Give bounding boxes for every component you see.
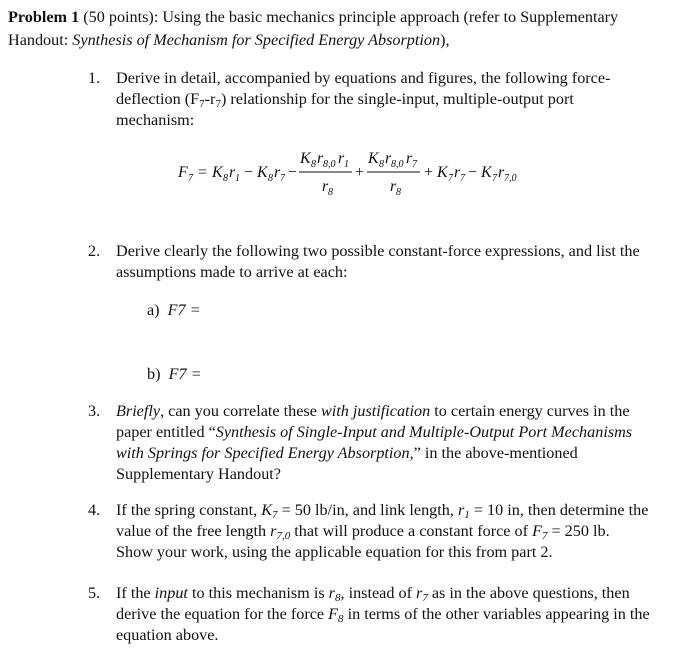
q4-line-3: Show your work, using the applicable equation for this from part 2. xyxy=(116,543,553,561)
svg-text:7,0: 7,0 xyxy=(504,173,517,184)
question-number: 1. xyxy=(88,69,101,87)
svg-text:8: 8 xyxy=(379,159,384,170)
svg-text:r: r xyxy=(317,150,324,167)
q3-line-3 xyxy=(116,443,693,464)
part-expression: F7 = xyxy=(168,365,202,383)
q2-line-2: assumptions made to arrive at each: xyxy=(116,263,348,281)
question-1 xyxy=(88,68,693,131)
svg-text:K: K xyxy=(368,150,379,167)
svg-text:8: 8 xyxy=(223,173,228,184)
svg-text:r: r xyxy=(338,150,345,167)
svg-text:7: 7 xyxy=(492,173,497,184)
svg-text:K: K xyxy=(212,164,223,181)
svg-text:K: K xyxy=(257,164,268,181)
svg-text:r: r xyxy=(406,150,413,167)
problem-label: Problem 1 xyxy=(8,8,80,26)
question-number: 5. xyxy=(88,584,101,602)
q5-line-3: equation above. xyxy=(116,626,219,644)
q5-text: If the xyxy=(116,584,155,602)
problem-points: (50 points): Using the basic mechanics principle approach (refer to Supplementary xyxy=(83,8,619,26)
question-number: 2. xyxy=(88,242,101,260)
part-label: b) xyxy=(147,365,161,383)
justification-text: with justification xyxy=(320,402,431,420)
q3-line-2 xyxy=(116,422,693,443)
q1-line-2: deflection $(F_7-r_7)$ relationship for the single-input, multiple-output port xyxy=(116,90,574,110)
svg-text:+: + xyxy=(355,164,365,181)
svg-text:+: + xyxy=(424,164,434,181)
paper-title: with Springs for Specified Energy Absorption xyxy=(116,444,410,462)
q3-line-1 xyxy=(116,401,693,422)
briefly-text: Briefly xyxy=(116,402,161,420)
svg-text:−: − xyxy=(468,164,478,181)
svg-text:7: 7 xyxy=(188,173,193,184)
svg-text:7: 7 xyxy=(460,173,465,184)
svg-text:K: K xyxy=(437,164,448,181)
q2-line-1: Derive clearly the following two possible constant-force expressions, and list the xyxy=(116,242,640,260)
svg-text:r: r xyxy=(454,164,461,181)
svg-text:8: 8 xyxy=(396,187,401,198)
force-deflection-equation xyxy=(178,151,598,211)
header-line2-suffix: ), xyxy=(440,31,450,49)
svg-text:r: r xyxy=(498,164,505,181)
q3-text: , can you correlate these xyxy=(160,402,321,420)
q3-text: ,” in the above-mentioned xyxy=(409,444,578,462)
svg-text:7: 7 xyxy=(280,173,285,184)
svg-text:K: K xyxy=(300,150,311,167)
svg-text:=: = xyxy=(198,164,208,181)
q1-line-3: mechanism: xyxy=(116,111,195,129)
svg-text:r: r xyxy=(390,178,397,195)
q3-text: to certain energy curves in the xyxy=(430,402,630,420)
svg-text:F: F xyxy=(178,164,188,181)
problem-header xyxy=(8,6,688,52)
svg-text:1: 1 xyxy=(344,159,349,170)
q3-text: paper entitled “ xyxy=(116,423,216,441)
handout-title: Synthesis of Mechanism for Specified Energy Absorption xyxy=(72,31,441,49)
svg-text:−: − xyxy=(244,164,254,181)
question-3 xyxy=(88,401,693,485)
question-number: 3. xyxy=(88,402,101,420)
question-2 xyxy=(88,241,693,283)
part-label: a) xyxy=(147,301,160,319)
q5-line-2: derive the equation for the force $F_8$ in terms of the other variables appearing in the xyxy=(116,605,650,625)
question-5 xyxy=(88,583,693,646)
svg-text:r: r xyxy=(322,178,329,195)
header-line-1 xyxy=(8,6,688,29)
q3-line-4: Supplementary Handout? xyxy=(116,465,281,483)
svg-text:8: 8 xyxy=(311,159,316,170)
part-2a xyxy=(147,300,201,321)
svg-text:8: 8 xyxy=(268,173,273,184)
q4-line-2: value of the free length $r_{7,0}$ that will produce a constant force of $F_7 = 250$ lb. xyxy=(116,522,610,542)
q4-line-1: If the spring constant, $K_7 = 50$ lb/in, and link length, $r_1 = 10$ in, then determine the xyxy=(116,501,649,521)
svg-text:r: r xyxy=(274,164,281,181)
svg-text:7: 7 xyxy=(412,159,417,170)
paper-title: Synthesis of Single-Input and Multiple-Output Port Mechanisms xyxy=(215,423,633,441)
question-number: 4. xyxy=(88,501,101,519)
svg-text:8,0: 8,0 xyxy=(391,159,404,170)
question-4 xyxy=(88,500,693,563)
header-line2-prefix: Handout: xyxy=(8,31,73,49)
svg-text:r: r xyxy=(229,164,236,181)
svg-text:−: − xyxy=(288,164,298,181)
svg-text:7: 7 xyxy=(448,173,453,184)
header-line-2 xyxy=(8,29,688,52)
svg-text:1: 1 xyxy=(235,173,240,184)
svg-text:r: r xyxy=(385,150,392,167)
input-text: input xyxy=(154,584,188,602)
q1-line-1: Derive in detail, accompanied by equations and figures, the following force- xyxy=(116,69,611,87)
svg-text:K: K xyxy=(481,164,492,181)
part-2b xyxy=(147,364,202,385)
svg-text:8: 8 xyxy=(328,187,333,198)
q5-line-1: If the input to this mechanism is $r_8$, instead of $r_7$ as in the above questions, then xyxy=(116,584,630,604)
svg-text:8,0: 8,0 xyxy=(323,159,336,170)
part-expression: F7 = xyxy=(167,301,201,319)
